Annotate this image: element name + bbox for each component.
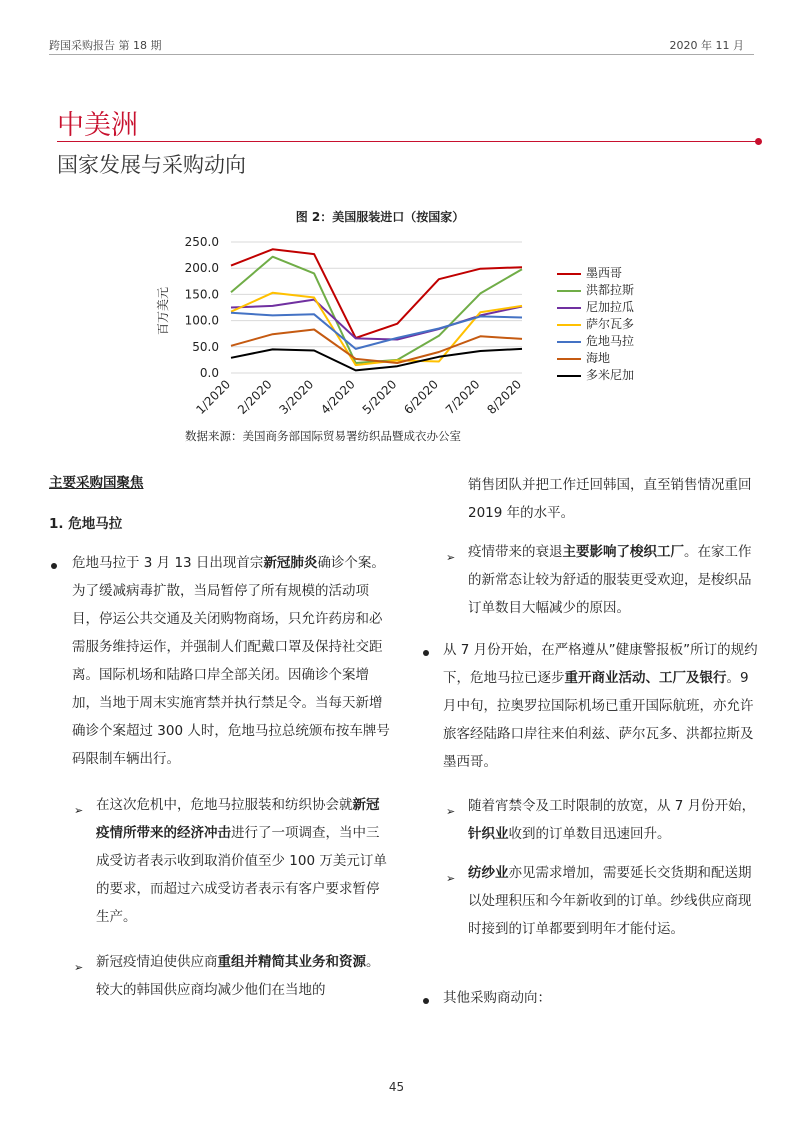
bullet-dot — [423, 650, 429, 656]
legend-swatch — [557, 307, 581, 309]
restructure-continuation: 销售团队并把工作迁回韩国，直至销售情况重回 2019 年的水平。 — [468, 477, 752, 521]
section-subtitle: 国家发展与采购动向 — [57, 153, 246, 177]
series-line-5 — [231, 330, 522, 364]
x-tick-label: 4/2020 — [318, 377, 358, 417]
arrow-bullet-icon: ➢ — [446, 872, 456, 885]
x-tick-label: 1/2020 — [193, 377, 234, 417]
legend-label: 危地马拉 — [586, 334, 635, 348]
x-tick-label: 6/2020 — [401, 377, 441, 417]
y-axis-label: 百万美元 — [156, 286, 170, 336]
legend-swatch — [557, 290, 581, 292]
legend-swatch — [557, 358, 581, 360]
y-tick-label: 50.0 — [192, 339, 219, 354]
legend-label: 萨尔瓦多 — [586, 317, 635, 331]
x-tick-label: 3/2020 — [276, 377, 317, 417]
country-heading: 1. 危地马拉 — [49, 516, 123, 532]
chart-source: 数据来源：美国商务部国际贸易署纺织品暨成衣办公室 — [185, 429, 461, 443]
x-tick-label: 8/2020 — [484, 377, 525, 417]
section-divider — [57, 141, 758, 142]
x-tick-label: 5/2020 — [359, 377, 400, 417]
bullet-dot — [51, 563, 57, 569]
section-divider-dot — [755, 138, 762, 145]
main-heading: 主要采购国聚焦 — [49, 475, 144, 491]
arrow-bullet-icon: ➢ — [74, 961, 84, 974]
legend-label: 墨西哥 — [586, 266, 623, 280]
survey-sub-point: 在这次危机中，危地马拉服装和纺织协会就新冠疫情所带来的经济冲击进行了一项调查，当中三成受访者表示收到取消价值至少 100 万美元订单的要求，而超过六成受访者表示有客户要求暂停生产。 — [96, 797, 387, 925]
y-tick-label: 150.0 — [184, 287, 219, 302]
page-number: 45 — [388, 1080, 405, 1094]
series-line-6 — [231, 349, 522, 371]
section-title: 中美洲 — [57, 110, 138, 141]
legend-swatch — [557, 375, 581, 377]
y-tick-label: 250.0 — [184, 235, 219, 249]
knitting-sub-point: 随着宵禁令及工时限制的放宽，从 7 月份开始，针织业收到的订单数目迅速回升。 — [468, 798, 756, 842]
header-report-title: 跨国采购报告 第 18 期 — [49, 39, 162, 52]
reopening-paragraph: 从 7 月份开始，在严格遵从”健康警报板”所订的规约下，危地马拉已逐步重开商业活动、工厂及银行。9 月中旬，拉奥罗拉国际机场已重开国际航班，亦允许旅客经陆路口岸往来伯利兹、萨尔瓦多、洪都拉斯及墨西哥。 — [443, 642, 758, 770]
x-tick-label: 2/2020 — [234, 377, 275, 417]
legend-label: 多米尼加 — [586, 368, 635, 382]
chart-title: 图 2：美国服装进口（按国家） — [295, 210, 465, 224]
y-tick-label: 0.0 — [199, 366, 219, 380]
x-tick-label: 7/2020 — [442, 377, 483, 417]
series-line-3 — [231, 293, 522, 365]
legend-label: 海地 — [586, 351, 611, 365]
legend-swatch — [557, 324, 581, 326]
legend-swatch — [557, 273, 581, 275]
legend-label: 尼加拉瓜 — [586, 300, 635, 314]
legend-label: 洪都拉斯 — [586, 283, 635, 297]
arrow-bullet-icon: ➢ — [446, 551, 456, 564]
legend-swatch — [557, 341, 581, 343]
arrow-bullet-icon: ➢ — [74, 804, 84, 817]
other-buyers-paragraph: 其他采购商动向： — [443, 990, 551, 1006]
header-date: 2020 年 11 月 — [669, 39, 744, 52]
y-tick-label: 200.0 — [184, 261, 219, 276]
header-divider — [49, 54, 754, 55]
bullet-dot — [423, 998, 429, 1004]
spinning-sub-point: 纺纱业亦见需求增加，需要延长交货期和配送期以处理积压和今年新收到的订单。纱线供应商现时接到的订单都要到明年才能付运。 — [468, 865, 752, 937]
arrow-bullet-icon: ➢ — [446, 805, 456, 818]
line-chart — [150, 228, 550, 428]
restructure-sub-point: 新冠疫情迫使供应商重组并精简其业务和资源。较大的韩国供应商均减少他们在当地的 — [96, 954, 380, 998]
y-tick-label: 100.0 — [184, 313, 219, 328]
woven-factories-sub-point: 疫情带来的衰退主要影响了梭织工厂。在家工作的新常态让较为舒适的服装更受欢迎，是梭织品订单数目大幅减少的原因。 — [468, 544, 752, 616]
guatemala-paragraph-1: 危地马拉于 3 月 13 日出现首宗新冠肺炎确诊个案。为了缓减病毒扩散，当局暂停了所有规模的活动项目，停运公共交通及关闭购物商场，只允许药房和必需服务维持运作，并强制人们配戴口罩及保持社交距离。国际机场和陆路口岸全部关闭。因确诊个案增加，当地于周末实施宵禁并执行禁足令。当每天新增确诊个案超过 300 人时，危地马拉总统颁布按车牌号码限制车辆出行。 — [72, 555, 390, 767]
